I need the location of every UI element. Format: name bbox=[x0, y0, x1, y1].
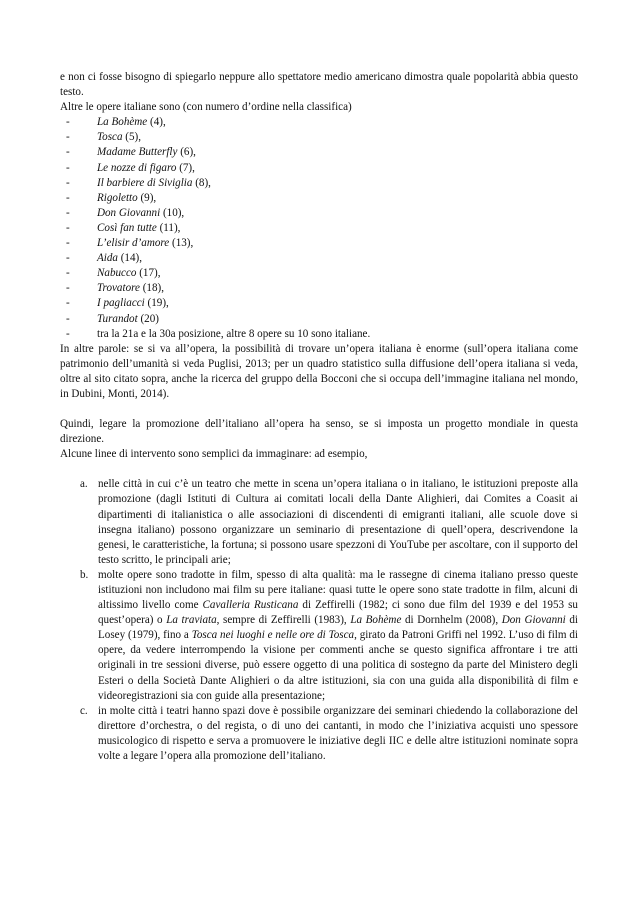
list-item bbox=[60, 145, 578, 160]
dash-marker: - bbox=[66, 221, 70, 234]
dash-marker: - bbox=[66, 327, 70, 340]
dash-marker: - bbox=[66, 267, 70, 280]
dash-marker: - bbox=[66, 206, 70, 219]
list-item bbox=[60, 115, 578, 130]
dash-marker: - bbox=[66, 191, 70, 204]
text-run: di Zeffirelli (1982; ci sono due film del 1939 e del 1953 su quest’opera) o bbox=[98, 599, 578, 627]
list-item bbox=[60, 312, 578, 327]
opera-rank: (6), bbox=[180, 146, 196, 159]
opera-rank: (9), bbox=[140, 191, 157, 204]
opera-rank: (7), bbox=[179, 161, 195, 174]
opera-rank: (8), bbox=[195, 176, 211, 189]
text-run: , girato da Patroni Griffi nel 1992. L’uso di film di opere, da vedere interrompendo la visione per commenti anche se questo significa affrontare i tre atti originali in tre sessioni diverse, può essere oggetto di una politica di sostegno da parte del Ministero degli Esteri o della Società Dante Alighieri o da altre istituzioni, sia con una guida alla disponibilità di film e videoregistrazioni sia con guide alla presentazione; bbox=[98, 629, 578, 702]
intro-paragraph: e non ci fosse bisogno di spiegarlo neppure allo spettatore medio americano dimostra quale popolarità abbia questo testo. bbox=[60, 71, 578, 99]
text-run: di Losey (1979), fino a bbox=[98, 614, 578, 642]
opera-rank: (10), bbox=[162, 206, 185, 219]
list-item-c bbox=[60, 704, 578, 764]
dash-marker: - bbox=[66, 237, 70, 250]
opera-title: Aida bbox=[97, 252, 118, 265]
list-marker: b. bbox=[80, 568, 89, 581]
dash-marker: - bbox=[66, 116, 70, 129]
dash-marker: - bbox=[66, 282, 70, 295]
list-item bbox=[60, 130, 578, 145]
opera-title: Così fan tutte bbox=[97, 221, 157, 234]
film-title: La Bohème bbox=[350, 614, 402, 627]
text-run: molte opere sono tradotte in film, spesso di alta qualità: ma le rassegne di cinema italiano presso queste istituzioni non includono mai film su pere italiane: quasi tutte le opere sono state tradotte in film, alcuni di altissimo livello come bbox=[98, 568, 578, 612]
list-item bbox=[60, 176, 578, 191]
film-title: Don Giovanni bbox=[501, 614, 566, 627]
paragraph-lines: Alcune linee di intervento sono semplici da immaginare: ad esempio, bbox=[60, 448, 368, 461]
opera-title: Madame Butterfly bbox=[97, 146, 178, 159]
list-marker: a. bbox=[80, 478, 88, 491]
film-title: Cavalleria Rusticana bbox=[202, 599, 299, 612]
paragraph-statistics: In altre parole: se si va all’opera, la possibilità di trovare un’opera italiana è enorme (sull’opera italiana come patrimonio dell’umanità si veda Puglisi, 2013; per un quadro statistico sulla diffusione dell’opera italiana si veda, oltre al sito citato sopra, anche la ricerca del gruppo della Bocconi che si occupa dell’immagine italiana nel mondo, in Dubini, Monti, 2014). bbox=[60, 342, 578, 400]
list-item bbox=[60, 236, 578, 251]
list-item bbox=[60, 266, 578, 281]
opera-title: Nabucco bbox=[97, 267, 137, 280]
opera-title: Il barbiere di Siviglia bbox=[97, 176, 193, 189]
list-item bbox=[60, 296, 578, 311]
paragraph-gap bbox=[60, 402, 578, 417]
opera-title: I pagliacci bbox=[97, 297, 145, 310]
dash-marker: - bbox=[66, 297, 70, 310]
film-title: Tosca nei luoghi e nelle ore di Tosca bbox=[191, 629, 355, 642]
opera-title: La Bohème bbox=[97, 116, 148, 129]
list-item-a bbox=[60, 477, 578, 568]
document-page bbox=[60, 70, 578, 764]
paragraph-gap bbox=[60, 462, 578, 477]
list-item bbox=[60, 327, 578, 342]
opera-title: Le nozze di figaro bbox=[97, 161, 177, 174]
paragraph-proposal: Quindi, legare la promozione dell’italiano all’opera ha senso, se si imposta un progetto mondiale in questa direzione. bbox=[60, 418, 578, 446]
list-item bbox=[60, 206, 578, 221]
list-item-text: nelle città in cui c’è un teatro che mette in scena un’opera italiana o in italiano, le istituzioni preposte alla promozione (dagli Istituti di Cultura ai comitati locali della Dante Alighieri, dai Comites a Coasit ai dipartimenti di italianistica o alle associazioni di discendenti di emigranti italiani, alle scuole dove si insegna italiano) possono organizzare un seminario di presentazione di quell’opera, descrivendone la genesi, le caratteristiche, la fortuna; si possono usare spezzoni di YouTube per ascoltare, con il supporto del testo scritto, le principali arie; bbox=[98, 478, 578, 566]
intervention-list bbox=[60, 477, 578, 764]
opera-rank: (4), bbox=[150, 116, 166, 129]
list-item bbox=[60, 161, 578, 176]
dash-marker: - bbox=[66, 146, 70, 159]
opera-rank: (19), bbox=[147, 297, 169, 310]
opera-title: Trovatore bbox=[97, 282, 140, 295]
opera-rank: (11), bbox=[159, 221, 181, 234]
dash-marker: - bbox=[66, 161, 70, 174]
dash-marker: - bbox=[66, 252, 70, 265]
dash-marker: - bbox=[66, 312, 70, 325]
list-item-text: in molte città i teatri hanno spazi dove è possibile organizzare dei seminari chiedendo la collaborazione del direttore d’orchestra, o del regista, o di uno dei cantanti, in modo che l’iniziativa acquisti uno spessore musicologico di rispetto e serva a promuovere le iniziative degli IIC e delle altre istituzioni nominate sopra volte a legare l’opera alla promozione dell’italiano. bbox=[98, 704, 578, 763]
list-item bbox=[60, 221, 578, 236]
list-marker: c. bbox=[80, 704, 88, 717]
list-item-text: tra la 21a e la 30a posizione, altre 8 opere su 10 sono italiane. bbox=[97, 327, 371, 340]
opera-rank: (5), bbox=[125, 131, 141, 144]
opera-title: Tosca bbox=[97, 131, 123, 144]
film-title: La traviata bbox=[166, 614, 217, 627]
opera-list bbox=[60, 115, 578, 341]
opera-rank: (20) bbox=[140, 312, 159, 325]
opera-rank: (14), bbox=[120, 252, 142, 265]
opera-rank: (13), bbox=[172, 237, 194, 250]
opera-title: L’elisir d’amore bbox=[97, 237, 170, 250]
list-item-b bbox=[60, 568, 578, 704]
text-run: , sempre di Zeffirelli (1983), bbox=[216, 614, 351, 627]
text-run: di Dornhelm (2008), bbox=[401, 614, 502, 627]
list-intro: Altre le opere italiane sono (con numero d’ordine nella classifica) bbox=[60, 101, 352, 114]
list-item bbox=[60, 251, 578, 266]
dash-marker: - bbox=[66, 131, 70, 144]
opera-title: Turandot bbox=[97, 312, 138, 325]
dash-marker: - bbox=[66, 176, 70, 189]
list-item bbox=[60, 281, 578, 296]
opera-rank: (17), bbox=[139, 267, 161, 280]
list-item bbox=[60, 191, 578, 206]
opera-title: Rigoletto bbox=[97, 191, 138, 204]
opera-title: Don Giovanni bbox=[97, 206, 161, 219]
opera-rank: (18), bbox=[142, 282, 164, 295]
